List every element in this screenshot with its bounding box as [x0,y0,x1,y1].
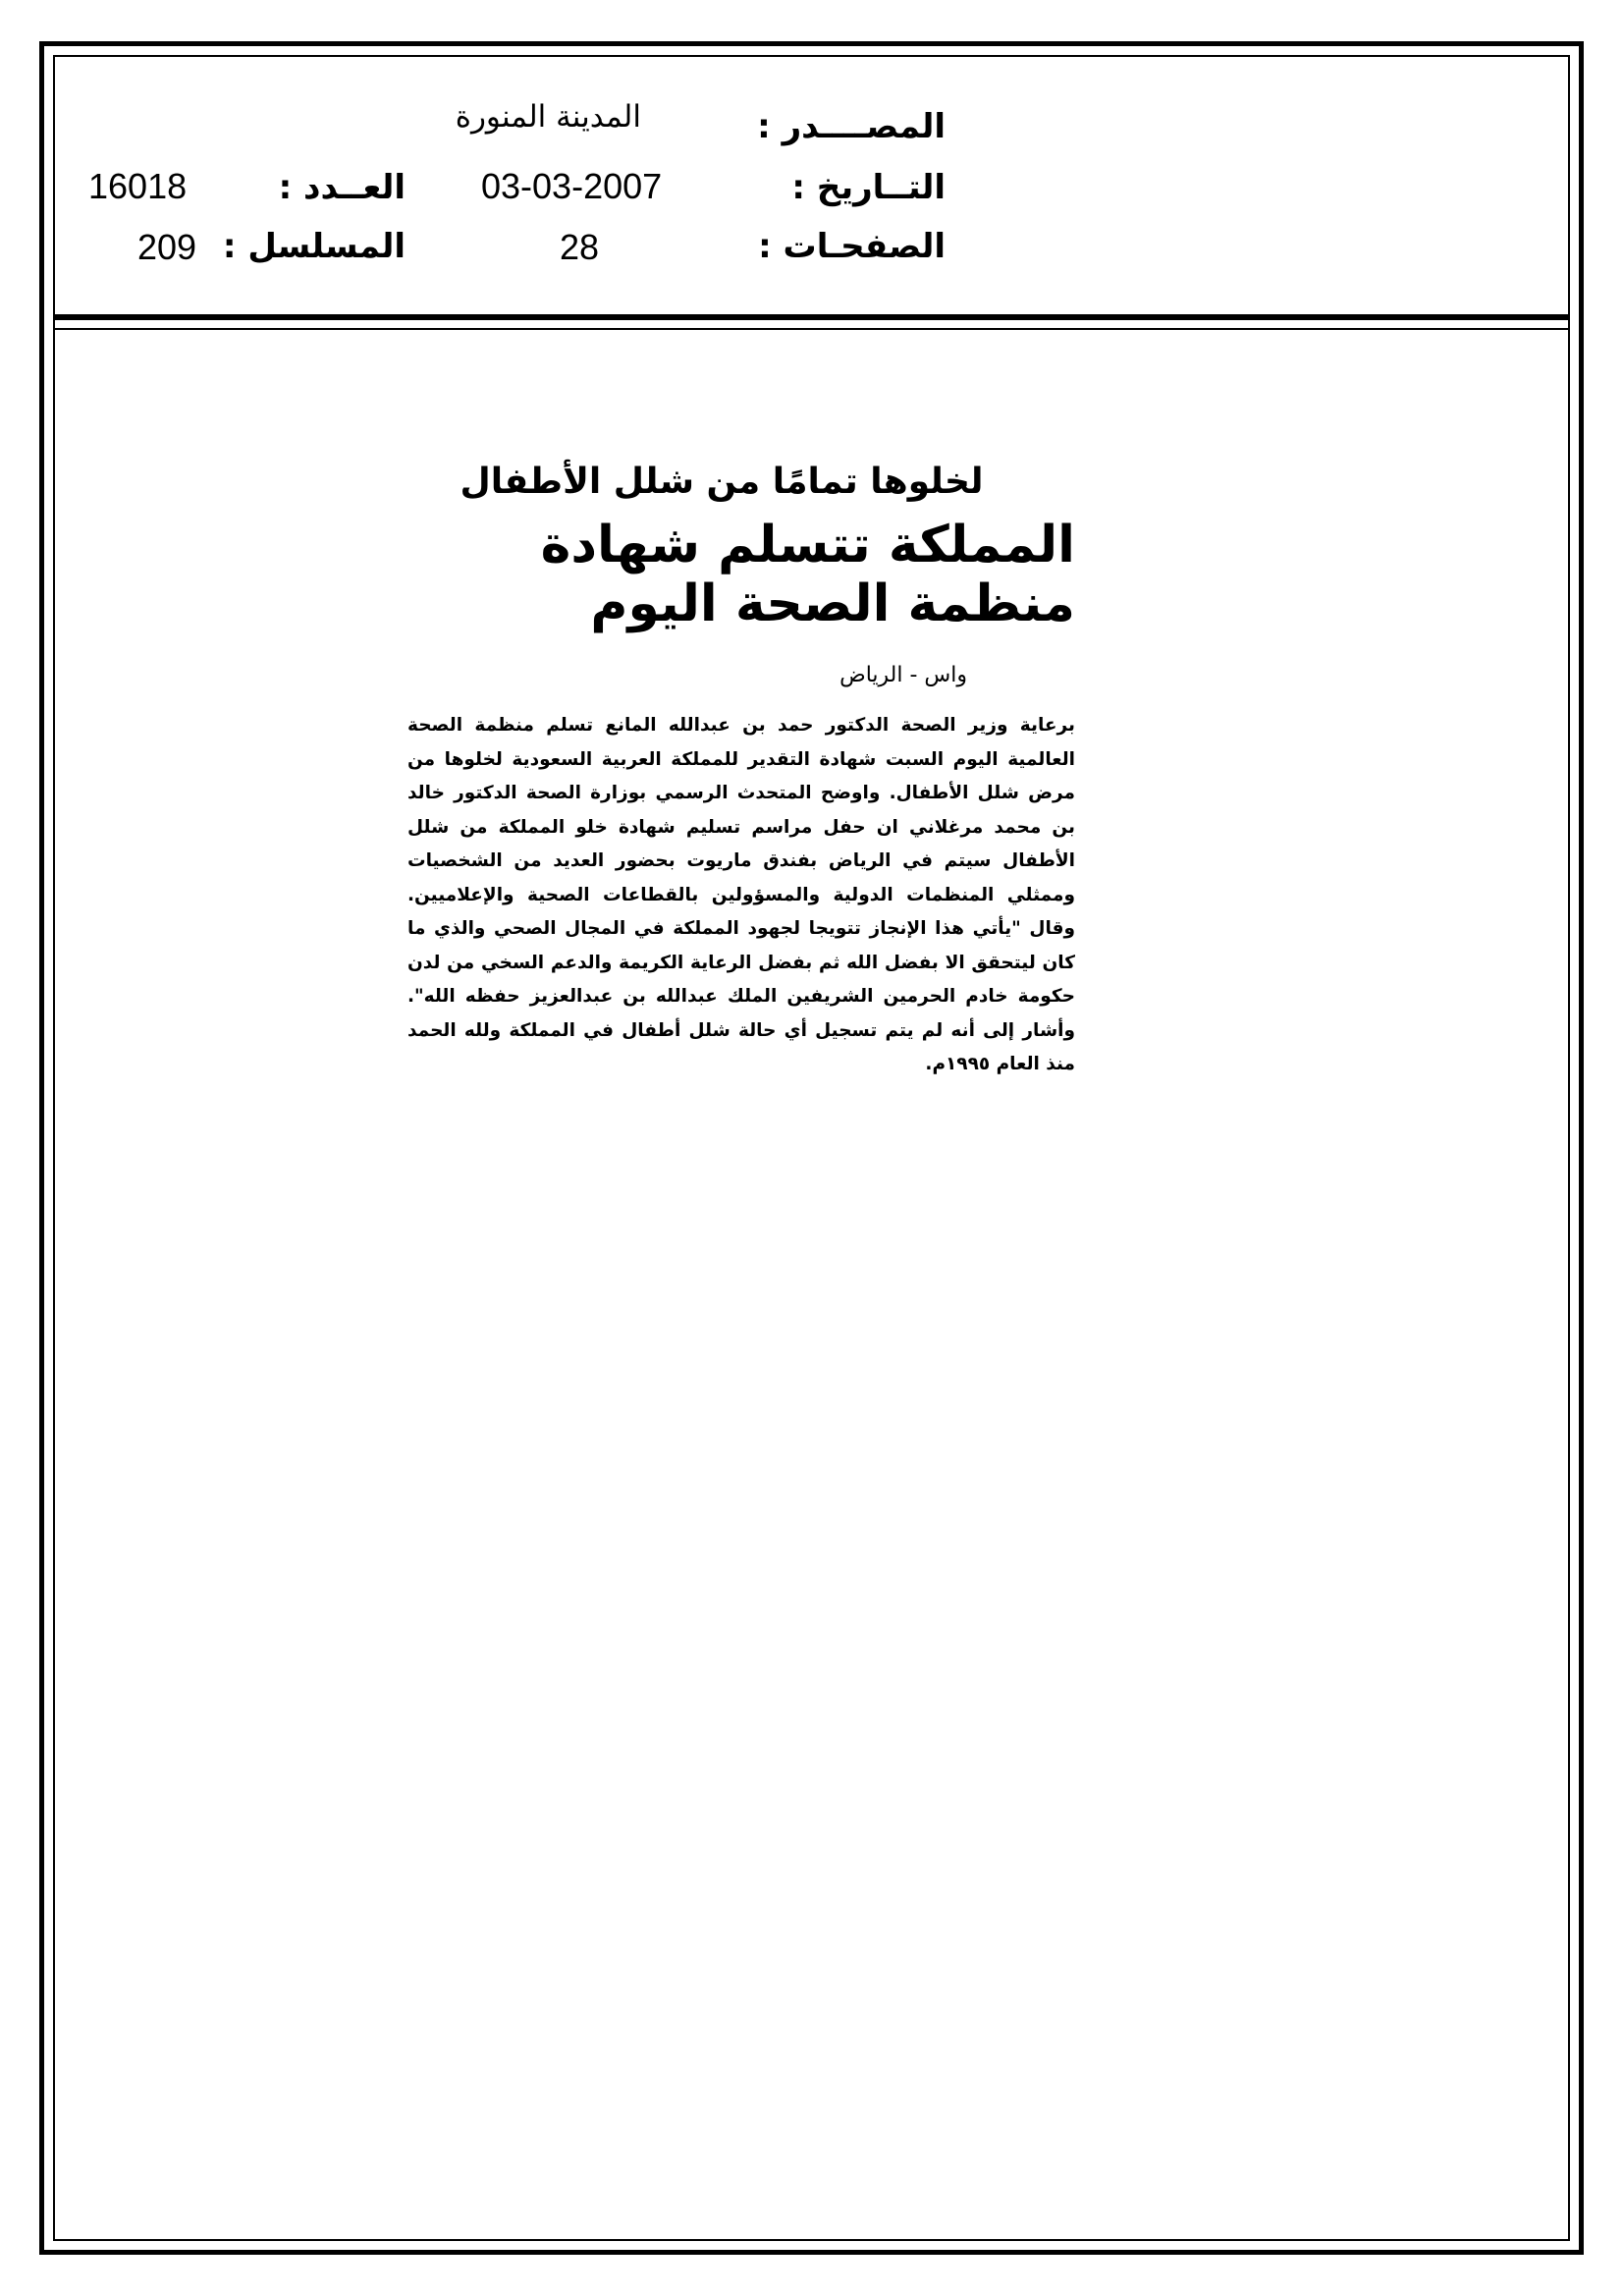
issue-value: 16018 [88,166,188,206]
article-byline: واس - الرياض [839,663,967,687]
pages-value: 28 [560,227,600,267]
news-article [407,462,1075,1082]
serial-value: 209 [137,227,197,267]
source-label: المصــــدر : [757,107,946,146]
article-kicker: لخلوها تمامًا من شلل الأطفال [460,462,984,502]
pages-label: الصفحـات : [758,227,946,266]
header-separator-thick [53,314,1570,320]
serial-label: المسلسل : [222,227,406,266]
date-label: التــاريخ : [791,168,946,207]
date-value: 03-03-2007 [481,166,663,206]
header-separator-thin [53,328,1570,330]
page-frame-inner [53,55,1570,2241]
article-body: برعاية وزير الصحة الدكتور حمد بن عبدالله المانع تسلم منظمة الصحة العالمية اليوم السبت شهادة التقدير للمملكة العربية السعودية لخلوها من مرض شلل الأطفال. واوضح المتحدث الرسمي بوزارة الصحة الدكتور خالد بن محمد مرغلاني ان حفل مراسم تسليم شهادة خلو المملكة من شلل الأطفال سيتم في الرياض بفندق ماريوت بحضور العديد من الشخصيات وممثلي المنظمات الدولية والمسؤولين بالقطاعات الصحية والإعلاميين. وقال "يأتي هذا الإنجاز تتويجا لجهود المملكة في المجال الصحي والذي ما كان ليتحقق الا بفضل الله ثم بفضل الرعاية الكريمة والدعم السخي من لدن حكومة خادم الحرمين الشريفين الملك عبدالله بن عبدالعزيز حفظه الله". وأشار إلى أنه لم يتم تسجيل أي حالة شلل أطفال في المملكة ولله الحمد منذ العام ١٩٩٥م. [407,715,1075,1074]
source-value: المدينة المنورة [455,99,641,135]
issue-label: العــدد : [278,168,406,207]
article-headline: المملكة تتسلم شهادة منظمة الصحة اليوم [540,516,1075,633]
